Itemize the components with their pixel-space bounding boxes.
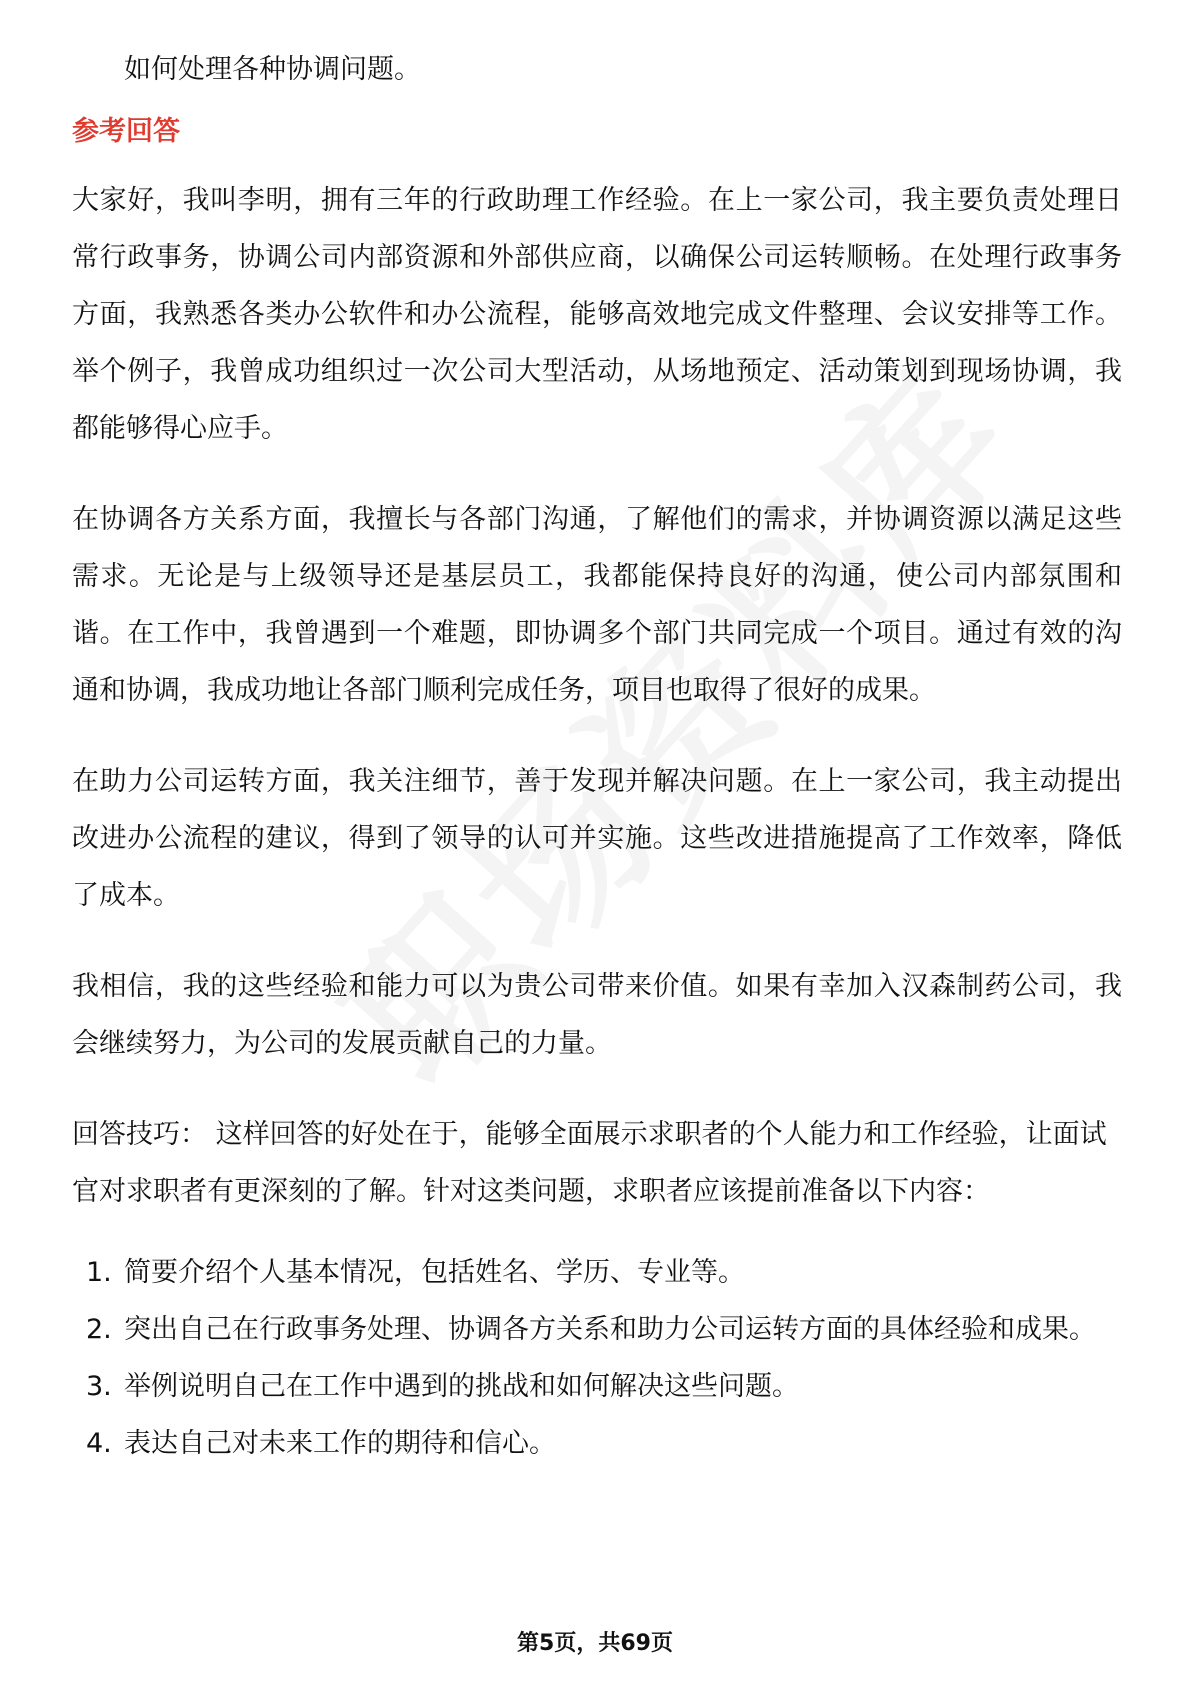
answer-paragraph-4: 我相信，我的这些经验和能力可以为贵公司带来价值。如果有幸加入汉森制药公司，我会继续努力，为公司的发展贡献自己的力量。 — [72, 971, 1122, 1059]
list-item-number: 1. — [86, 1257, 112, 1288]
page-number-footer: 第5页，共69页 — [517, 1631, 673, 1656]
list-item — [72, 1415, 1122, 1472]
list-item-text: 表达自己对未来工作的期待和信心。 — [124, 1428, 556, 1459]
list-item-text: 简要介绍个人基本情况，包括姓名、学历、专业等。 — [124, 1257, 745, 1288]
section-heading-reference-answer: 参考回答 — [72, 116, 180, 147]
list-item-number: 3. — [86, 1371, 112, 1402]
list-item-text: 举例说明自己在工作中遇到的挑战和如何解决这些问题。 — [124, 1371, 799, 1402]
answer-paragraph-1: 大家好，我叫李明，拥有三年的行政助理工作经验。在上一家公司，我主要负责处理日常行政事务，协调公司内部资源和外部供应商，以确保公司运转顺畅。在处理行政事务方面，我熟悉各类办公软件和办公流程，能够高效地完成文件整理、会议安排等工作。举个例子，我曾成功组织过一次公司大型活动，从场地预定、活动策划到现场协调，我都能够得心应手。 — [72, 185, 1122, 444]
answer-paragraph-3: 在助力公司运转方面，我关注细节，善于发现并解决问题。在上一家公司，我主动提出改进办公流程的建议，得到了领导的认可并实施。这些改进措施提高了工作效率，降低了成本。 — [72, 766, 1122, 911]
tips-list — [72, 1244, 1122, 1472]
intro-line: 如何处理各种协调问题。 — [124, 54, 421, 85]
answer-paragraph-2: 在协调各方关系方面，我擅长与各部门沟通，了解他们的需求，并协调资源以满足这些需求。无论是与上级领导还是基层员工，我都能保持良好的沟通，使公司内部氛围和谐。在工作中，我曾遇到一个难题，即协调多个部门共同完成一个项目。通过有效的沟通和协调，我成功地让各部门顺利完成任务，项目也取得了很好的成果。 — [72, 504, 1122, 706]
list-item-number: 2. — [86, 1314, 112, 1345]
page-content — [72, 40, 1122, 1472]
list-item-text: 突出自己在行政事务处理、协调各方关系和助力公司运转方面的具体经验和成果。 — [124, 1314, 1096, 1345]
answer-tips-paragraph: 回答技巧： 这样回答的好处在于，能够全面展示求职者的个人能力和工作经验，让面试官对求职者有更深刻的了解。针对这类问题，求职者应该提前准备以下内容： — [72, 1119, 1107, 1207]
list-item — [72, 1244, 1122, 1301]
list-item — [72, 1358, 1122, 1415]
list-item-number: 4. — [86, 1428, 112, 1459]
list-item — [72, 1301, 1122, 1358]
